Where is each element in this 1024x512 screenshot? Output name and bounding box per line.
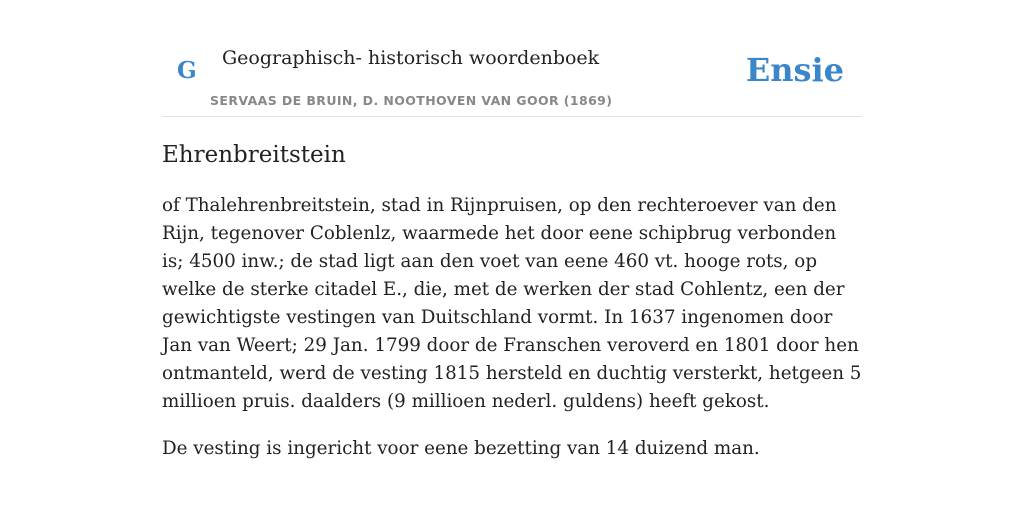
book-letter-icon[interactable]: G [177, 57, 197, 84]
book-author: SERVAAS DE BRUIN, D. NOOTHOVEN VAN GOOR (1869) [210, 93, 613, 108]
ensie-logo[interactable]: Ensie [745, 51, 844, 89]
entry-body [162, 192, 862, 482]
dictionary-header [162, 0, 862, 117]
book-title-link[interactable]: Geographisch- historisch woordenboek [222, 47, 600, 69]
entry-paragraph: of Thalehrenbreitstein, stad in Rijnpruisen, op den rechteroever van den Rijn, tegenover Coblenlz, waarmede het door eene schipbrug verbonden is; 4500 inw.; de stad ligt aan den voet van eene 460 vt. hooge rots, op welke de sterke citadel E., die, met de werken der stad Cohlentz, een der gewichtigste vestingen van Duitschland vormt. In 1637 ingenomen door Jan van Weert; 29 Jan. 1799 door de Franschen veroverd en 1801 door hen ontmanteld, werd de vesting 1815 hersteld en duchtig versterkt, hetgeen 5 millioen pruis. daalders (9 millioen nederl. guldens) heeft gekost. [162, 195, 862, 412]
entry-paragraph: De vesting is ingericht voor eene bezetting van 14 duizend man. [162, 438, 760, 459]
entry-title: Ehrenbreitstein [162, 142, 346, 168]
